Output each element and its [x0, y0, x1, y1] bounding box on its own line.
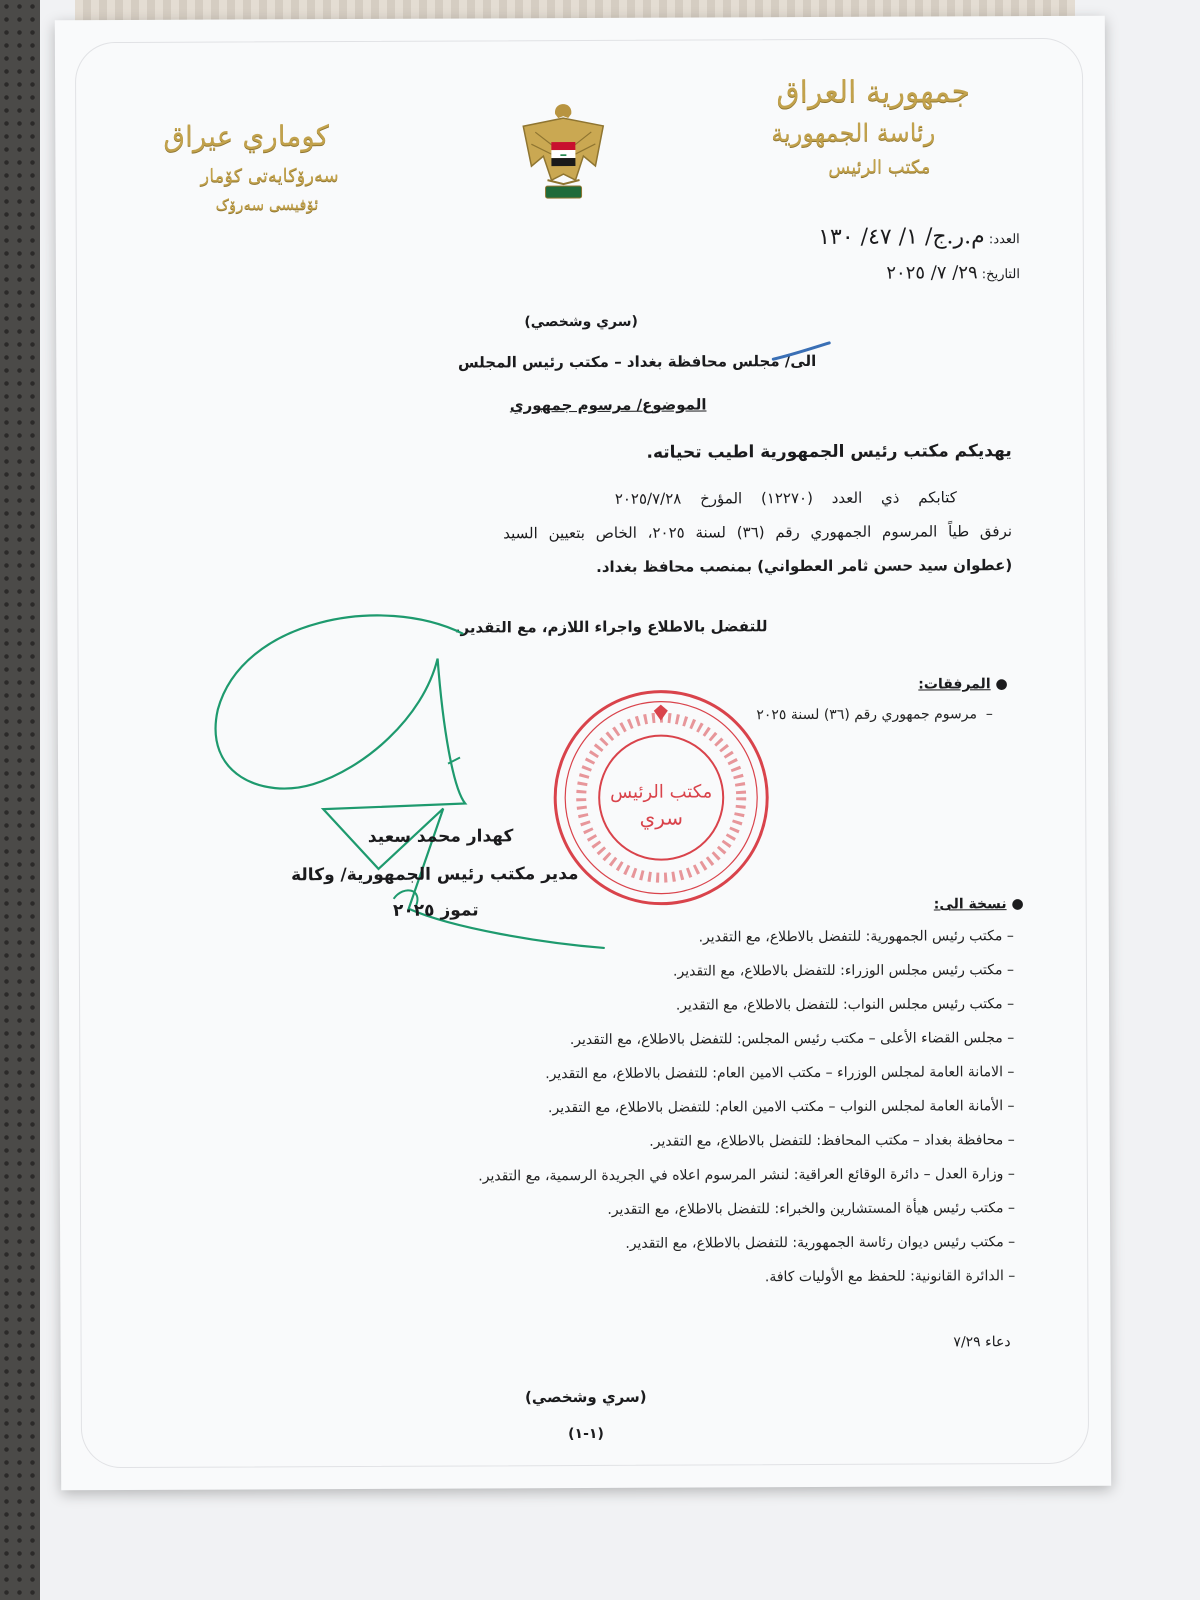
copy-recipient-item — [454, 996, 1014, 1015]
copy-recipient-item — [454, 962, 1014, 981]
stamp-center-text-2: سري — [639, 805, 684, 830]
copy-recipient-item — [455, 1166, 1015, 1185]
typist-note: دعاء ٧/٢٩ — [953, 1334, 1011, 1351]
signatory-name: كهدار محمد سعيد — [367, 826, 514, 847]
list-dash: – — [1003, 1098, 1015, 1115]
pen-check-mark — [771, 341, 831, 363]
letterhead-kurdish-office: ئۆفیسی سەرۆک — [215, 195, 319, 214]
list-dash: – — [1003, 1234, 1016, 1251]
reference-date-label: التاريخ: — [981, 267, 1020, 283]
copy-recipient-item — [455, 1234, 1015, 1253]
copy-recipient-label: مكتب رئيس مجلس النواب: للتفضل بالاطلاع، مع التقدير. — [675, 996, 1003, 1014]
list-dash: – — [1003, 1166, 1015, 1183]
reference-date-value: ٢٩/ ٧/ ٢٠٢٥ — [886, 262, 978, 284]
classification-bottom: (سري وشخصي) — [524, 1387, 647, 1407]
reference-number-label: العدد: — [988, 232, 1020, 248]
list-dash: – — [1002, 962, 1014, 979]
list-dash: – — [1002, 1030, 1015, 1047]
copy-recipient-label: الأمانة العامة لمجلس النواب – مكتب الامين العام: للتفضل بالاطلاع، مع التقدير. — [547, 1098, 1004, 1117]
list-dash: – — [1002, 928, 1014, 945]
copy-recipient-item — [455, 1200, 1015, 1219]
signatory-title: مدير مكتب رئيس الجمهورية/ وكالة — [291, 864, 579, 886]
copy-recipient-label: مجلس القضاء الأعلى – مكتب رئيس المجلس: للتفضل بالاطلاع، مع التقدير. — [569, 1030, 1003, 1049]
attachment-item-label: مرسوم جمهوري رقم (٣٦) لسنة ٢٠٢٥ — [756, 706, 977, 724]
copy-recipient-label: الدائرة القانونية: للحفظ مع الأوليات كافة. — [764, 1268, 1004, 1286]
copy-recipient-item — [455, 1132, 1015, 1151]
stamp-center-text-1: مكتب الرئيس — [610, 781, 713, 803]
copy-recipient-label: محافظة بغداد – مكتب المحافظ: للتفضل بالاطلاع، مع التقدير. — [649, 1132, 1004, 1150]
list-dash: – — [1002, 1064, 1015, 1081]
letterhead-kurdish-republic: كوماري عيراق — [163, 119, 330, 153]
page-number: (١-١) — [568, 1425, 604, 1443]
body-line-2: نرفق طياً المرسوم الجمهوري رقم (٣٦) لسنة ٢٠٢٥، الخاص بتعيين السيد — [503, 522, 1013, 543]
closing-line: للتفضل بالاطلاع واجراء اللازم، مع التقدير. — [454, 617, 768, 637]
list-dash: – — [1003, 1200, 1016, 1217]
letterhead-presidency: رئاسة الجمهورية — [771, 118, 936, 148]
body-line-3: (عطوان سيد حسن ثامر العطواني) بمنصب محافظ بغداد. — [596, 556, 1013, 576]
signatory-date: تموز ٢٠٢٥ — [392, 900, 479, 921]
greeting: يهديكم مكتب رئيس الجمهورية اطيب تحياته. — [646, 441, 1012, 463]
copies-heading: نسخة الى: — [933, 896, 1007, 913]
copy-recipient-label: مكتب رئيس مجلس الوزراء: للتفضل بالاطلاع، مع التقدير. — [672, 962, 1003, 980]
copy-recipient-item — [454, 1030, 1014, 1049]
attachments-heading: المرفقات: — [918, 676, 991, 693]
letterhead-kurdish-presidency: سەرۆکایەتی کۆمار — [200, 165, 339, 187]
list-dash: – — [1002, 996, 1015, 1013]
list-dash: – — [1003, 1268, 1016, 1285]
copy-recipient-label: مكتب رئيس هيأة المستشارين والخبراء: للتفضل بالاطلاع، مع التقدير. — [607, 1200, 1004, 1218]
copy-recipient-label: وزارة العدل – دائرة الوقائع العراقية: لنشر المرسوم اعلاه في الجريدة الرسمية، مع التقدير. — [478, 1166, 1004, 1185]
classification-top: (سري وشخصي) — [524, 313, 638, 331]
attachments-bullet-icon: ● — [990, 676, 1008, 693]
iraq-eagle-emblem-icon — [513, 96, 614, 216]
letterhead-republic: جمهورية العراق — [776, 74, 971, 111]
addressee: الى/ مجلس محافظة بغداد – مكتب رئيس المجلس — [457, 351, 817, 372]
copy-recipient-label: مكتب رئيس ديوان رئاسة الجمهورية: للتفضل بالاطلاع، مع التقدير. — [625, 1234, 1004, 1252]
copy-recipient-label: مكتب رئيس الجمهورية: للتفضل بالاطلاع، مع التقدير. — [698, 928, 1003, 946]
letter-page — [55, 16, 1111, 1491]
copy-recipient-item — [454, 928, 1014, 947]
body-line-1: كتابكم ذي العدد (١٢٢٧٠) المؤرخ ٢٠٢٥/٧/٢٨ — [614, 488, 957, 508]
copy-recipient-item — [455, 1098, 1015, 1117]
copy-recipient-item — [454, 1064, 1014, 1083]
reference-number-value: م.ر.ج/ ١/ ٤٧/ ١٣٠ — [818, 224, 985, 250]
list-dash: – — [1003, 1132, 1015, 1149]
copy-recipient-item — [455, 1268, 1015, 1287]
copies-bullet-icon: ● — [1006, 896, 1024, 913]
copy-recipient-label: الامانة العامة لمجلس الوزراء – مكتب الامين العام: للتفضل بالاطلاع، مع التقدير. — [545, 1064, 1003, 1083]
attachment-item: – مرسوم جمهوري رقم (٣٦) لسنة ٢٠٢٥ — [756, 706, 993, 724]
letterhead-office: مكتب الرئيس — [828, 156, 931, 178]
subject: الموضوع/ مرسوم جمهوري — [509, 395, 707, 415]
